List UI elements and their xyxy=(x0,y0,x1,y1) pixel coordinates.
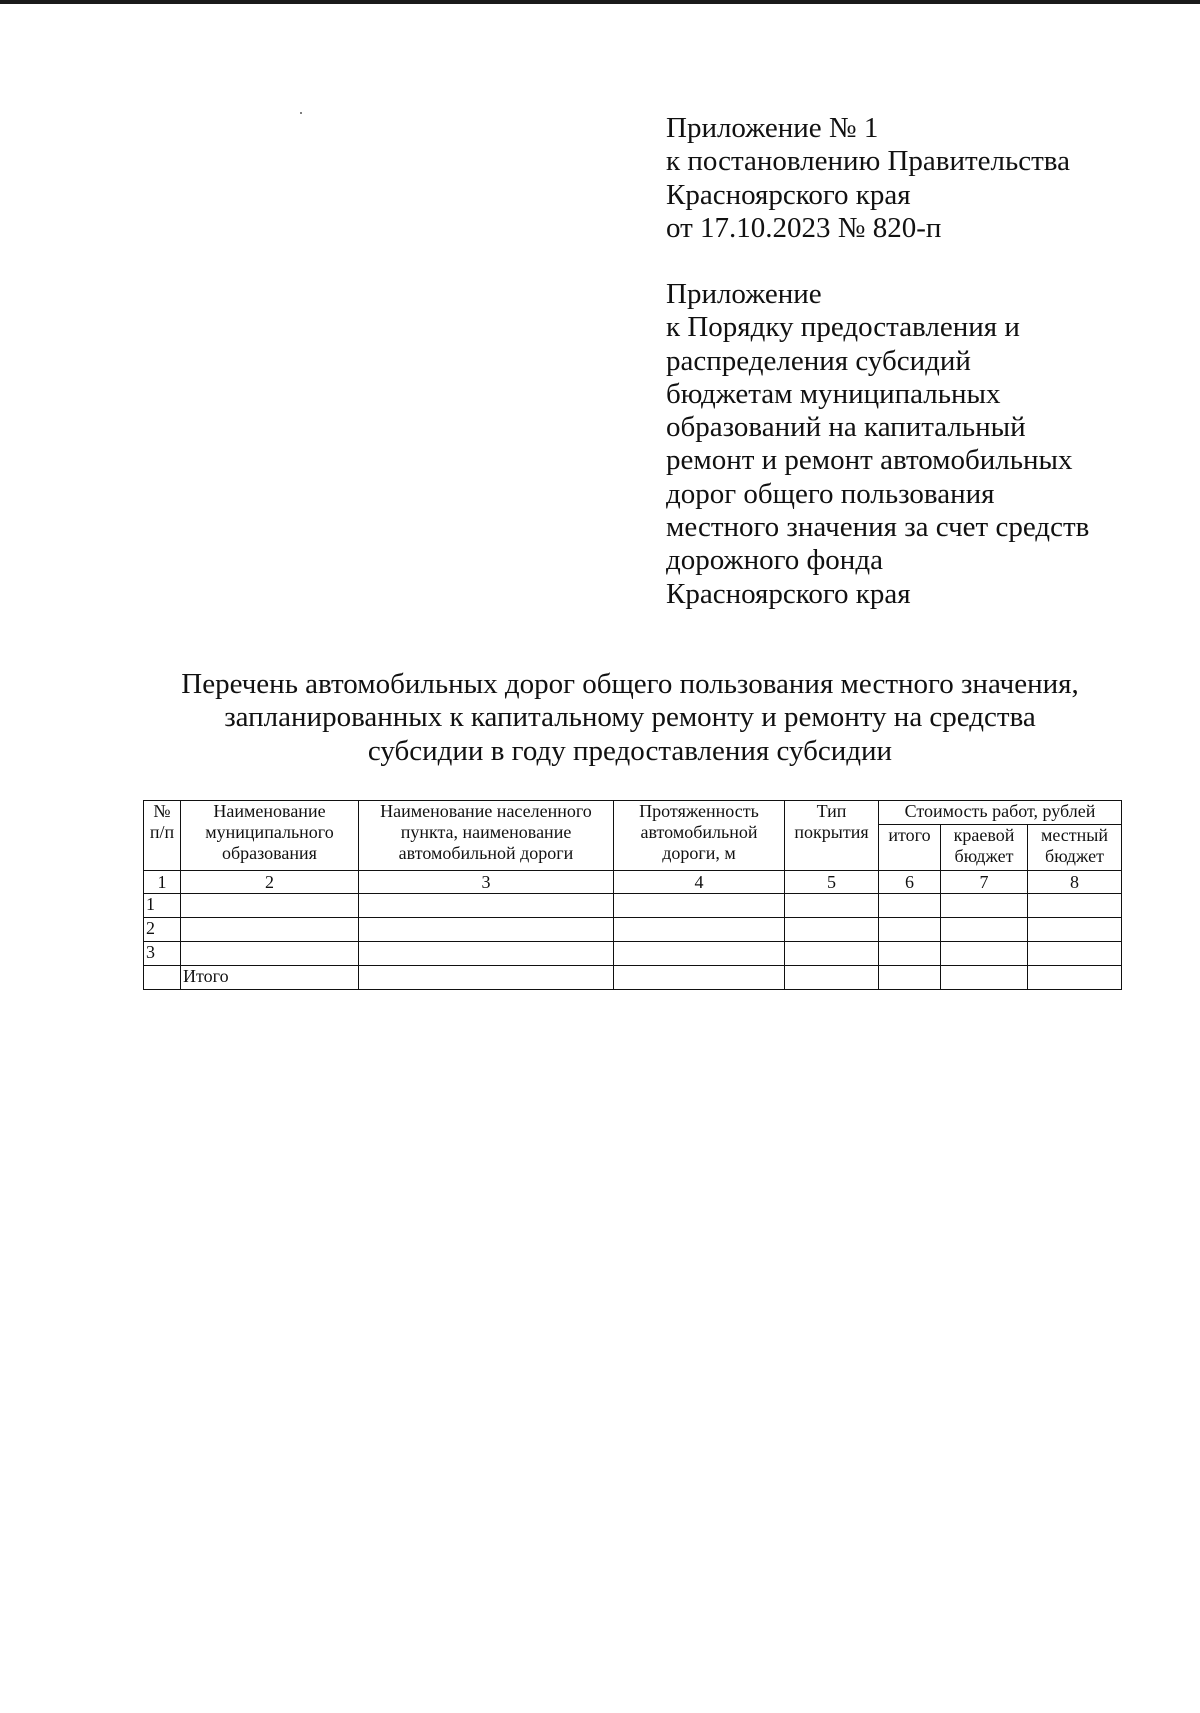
column-number: 7 xyxy=(941,871,1028,894)
roads-table xyxy=(143,800,1122,990)
header-text: бюджет xyxy=(954,846,1014,866)
table-cell xyxy=(941,942,1028,966)
appendix-order-line: к Порядку предоставления и xyxy=(666,311,1020,344)
header-text: Наименование xyxy=(213,801,326,821)
column-number: 1 xyxy=(144,871,181,894)
header-text: дороги, м xyxy=(662,843,736,863)
header-text: Наименование населенного xyxy=(380,801,592,821)
appendix-order-line: дорожного фонда xyxy=(666,544,883,577)
table-cell xyxy=(614,918,785,942)
header-road-length xyxy=(614,801,785,871)
appendix-order-line: распределения субсидий xyxy=(666,344,971,377)
appendix-order-header xyxy=(666,278,1089,611)
appendix-order-line: местного значения за счет средств xyxy=(666,511,1090,544)
total-label: Итого xyxy=(181,966,359,990)
header-text: местный xyxy=(1040,825,1109,845)
table-cell xyxy=(1028,966,1122,990)
column-number: 4 xyxy=(614,871,785,894)
table-cell xyxy=(181,942,359,966)
table-cell xyxy=(785,966,879,990)
column-number: 8 xyxy=(1028,871,1122,894)
header-text: пункта, наименование xyxy=(400,822,572,842)
header-municipality xyxy=(181,801,359,871)
header-text: краевой xyxy=(953,825,1015,845)
header-cost-group xyxy=(879,801,1122,825)
appendix-order-line: образований на капитальный xyxy=(666,411,1026,444)
appendix-main-line: к постановлению Правительства xyxy=(666,145,1070,178)
table-cell xyxy=(614,966,785,990)
scan-top-border xyxy=(0,0,1200,4)
table-cell xyxy=(879,894,941,918)
table-row xyxy=(144,894,1122,918)
header-total-cost xyxy=(879,825,941,871)
list-title-line: Перечень автомобильных дорог общего пользования местного значения, xyxy=(181,668,1079,700)
header-text: бюджет xyxy=(1045,846,1104,866)
table-cell xyxy=(941,918,1028,942)
appendix-main-line: от 17.10.2023 № 820-п xyxy=(666,211,942,244)
appendix-order-line: Красноярского края xyxy=(666,577,911,610)
list-title xyxy=(130,668,1130,768)
table-cell xyxy=(785,918,879,942)
appendix-order-line: Приложение xyxy=(666,278,822,310)
table-cell xyxy=(181,894,359,918)
scan-speck xyxy=(300,112,302,114)
table-cell xyxy=(879,966,941,990)
table-cell xyxy=(614,942,785,966)
table-cell xyxy=(359,942,614,966)
header-text: покрытия xyxy=(794,822,869,842)
appendix-main-line: Приложение № 1 xyxy=(666,112,879,144)
table-cell xyxy=(1028,942,1122,966)
header-text: Стоимость работ, рублей xyxy=(904,801,1096,821)
row-number: 1 xyxy=(144,894,181,918)
table-cell xyxy=(181,918,359,942)
header-text: п/п xyxy=(149,822,175,842)
table-cell xyxy=(614,894,785,918)
table-cell xyxy=(941,966,1028,990)
header-text: Тип xyxy=(816,801,847,821)
header-text: Протяженность xyxy=(639,801,759,821)
header-number xyxy=(144,801,181,871)
list-title-line: запланированных к капитальному ремонту и ремонту на средства xyxy=(224,701,1036,734)
table-cell xyxy=(879,918,941,942)
header-text: образования xyxy=(222,843,317,863)
header-text: муниципального xyxy=(205,822,334,842)
total-row xyxy=(144,966,1122,990)
appendix-order-line: ремонт и ремонт автомобильных xyxy=(666,444,1073,477)
table-cell xyxy=(941,894,1028,918)
table-row xyxy=(144,942,1122,966)
header-text: автомобильной xyxy=(640,822,758,842)
table-cell xyxy=(359,918,614,942)
column-number-row xyxy=(144,871,1122,894)
header-text: № xyxy=(153,801,171,821)
table-cell xyxy=(1028,894,1122,918)
header-text: автомобильной дороги xyxy=(398,843,574,863)
appendix-main-header xyxy=(666,112,1070,245)
header-local-budget xyxy=(1028,825,1122,871)
header-text: итого xyxy=(888,825,931,845)
table-cell xyxy=(359,894,614,918)
header-regional-budget xyxy=(941,825,1028,871)
appendix-main-line: Красноярского края xyxy=(666,178,911,211)
table-cell xyxy=(1028,918,1122,942)
table-cell xyxy=(785,942,879,966)
column-number: 2 xyxy=(181,871,359,894)
appendix-order-line: дорог общего пользования xyxy=(666,477,995,510)
table-cell xyxy=(785,894,879,918)
row-number: 3 xyxy=(144,942,181,966)
appendix-order-line: бюджетам муниципальных xyxy=(666,377,1001,410)
table-cell xyxy=(879,942,941,966)
header-settlement-road xyxy=(359,801,614,871)
list-title-line: субсидии в году предоставления субсидии xyxy=(367,734,893,767)
table-cell xyxy=(144,966,181,990)
row-number: 2 xyxy=(144,918,181,942)
header-surface-type xyxy=(785,801,879,871)
table-cell xyxy=(359,966,614,990)
column-number: 3 xyxy=(359,871,614,894)
table-header-row xyxy=(144,801,1122,825)
table-row xyxy=(144,918,1122,942)
column-number: 6 xyxy=(879,871,941,894)
column-number: 5 xyxy=(785,871,879,894)
